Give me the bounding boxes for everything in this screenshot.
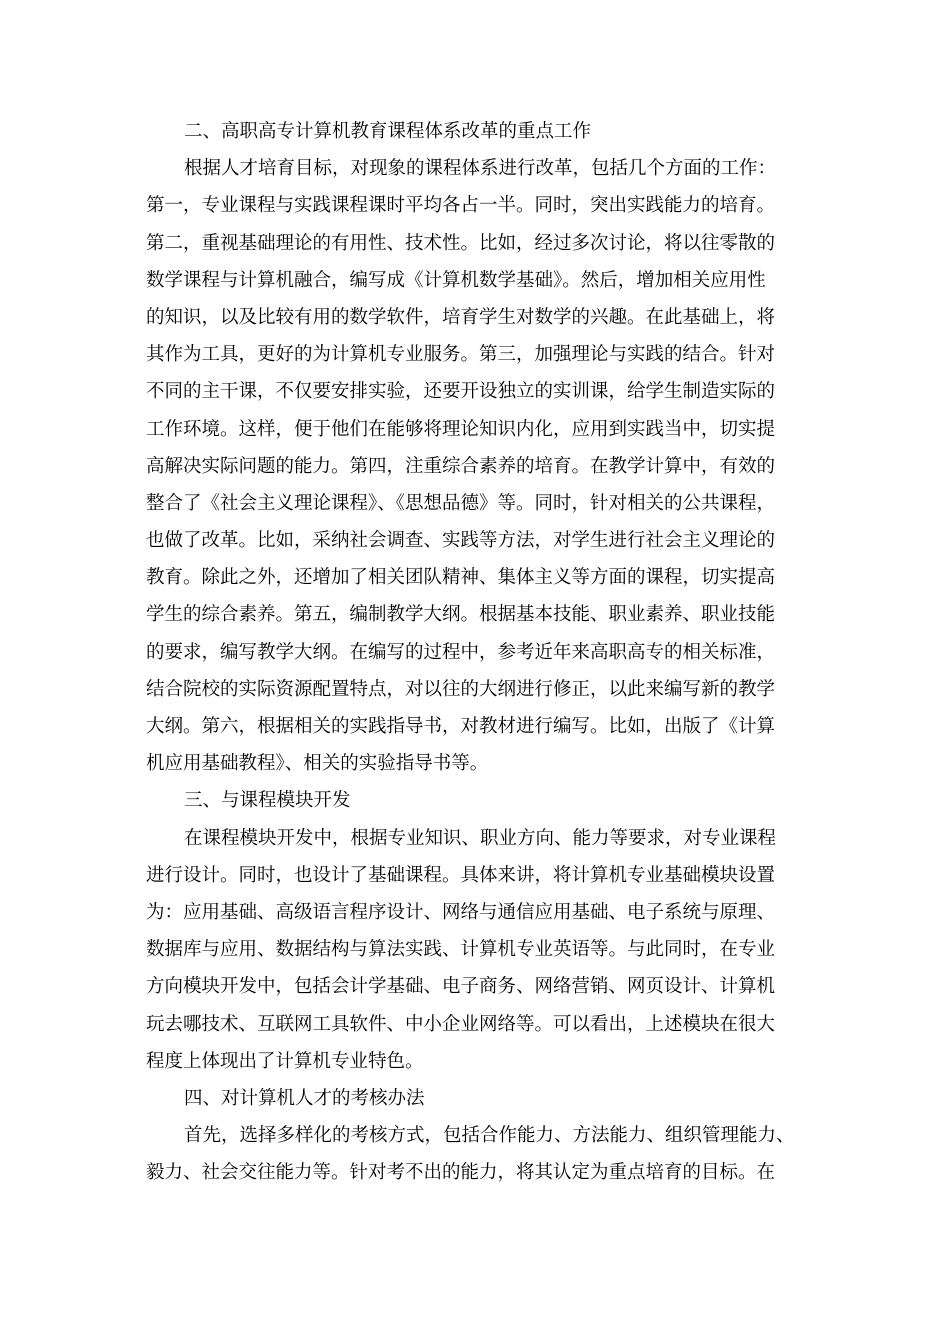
document-page: [146, 113, 818, 1191]
paragraph-line: 其作为工具，更好的为计算机专业服务。第三，加强理论与实践的结合。针对: [146, 344, 776, 366]
paragraph-line: 程度上体现出了计算机专业特色。: [146, 1050, 424, 1072]
paragraph-line: 机应用基础教程》、相关的实验指导书等。: [146, 753, 489, 775]
paragraph-line: 整合了《社会主义理论课程》、《思想品德》等。同时，针对相关的公共课程，: [146, 492, 776, 514]
paragraph-line: 高解决实际问题的能力。第四，注重综合素养的培育。在教学计算中，有效的: [146, 455, 776, 477]
section-heading-4: 四、对计算机人才的考核办法: [184, 1087, 425, 1109]
section-heading-2: 二、高职高专计算机教育课程体系改革的重点工作: [184, 121, 592, 142]
paragraph-line: 的要求，编写教学大纲。在编写的过程中，参考近年来高职高专的相关标准，: [146, 641, 776, 663]
paragraph-line: 玩去哪技术、互联网工具软件、中小企业网络等。可以看出，上述模块在很大: [146, 1013, 776, 1035]
paragraph-line: 第二，重视基础理论的有用性、技术性。比如，经过多次讨论，将以往零散的: [146, 232, 776, 254]
paragraph-line: 结合院校的实际资源配置特点，对以往的大纲进行修正，以此来编写新的教学: [146, 678, 776, 700]
paragraph-line: 进行设计。同时，也设计了基础课程。具体来讲，将计算机专业基础模块设置: [146, 864, 776, 886]
paragraph-line: 数学课程与计算机融合，编写成《计算机数学基础》。然后，增加相关应用性: [146, 269, 766, 291]
paragraph-line: 为：应用基础、高级语言程序设计、网络与通信应用基础、电子系统与原理、: [146, 901, 776, 923]
paragraph-line: 不同的主干课，不仅要安排实验，还要开设独立的实训课，给学生制造实际的: [146, 381, 776, 403]
paragraph-line: 也做了改革。比如，采纳社会调查、实践等方法，对学生进行社会主义理论的: [146, 530, 776, 552]
paragraph-line: 毅力、社会交往能力等。针对考不出的能力，将其认定为重点培育的目标。在: [146, 1162, 776, 1184]
paragraph-line: 学生的综合素养。第五，编制教学大纲。根据基本技能、职业素养、职业技能: [146, 604, 776, 626]
paragraph-line: 的知识，以及比较有用的数学软件，培育学生对数学的兴趣。在此基础上，将: [146, 306, 776, 328]
paragraph-line: 在课程模块开发中，根据专业知识、职业方向、能力等要求，对专业课程: [184, 827, 777, 849]
paragraph-line: 数据库与应用、数据结构与算法实践、计算机专业英语等。与此同时，在专业: [146, 939, 776, 961]
paragraph-line: 首先，选择多样化的考核方式，包括合作能力、方法能力、组织管理能力、: [184, 1125, 795, 1147]
paragraph-line: 工作环境。这样，便于他们在能够将理论知识内化，应用到实践当中，切实提: [146, 418, 776, 440]
paragraph-line: 大纲。第六，根据相关的实践指导书，对教材进行编写。比如，出版了《计算: [146, 716, 776, 737]
section-heading-3: 三、与课程模块开发: [184, 790, 351, 812]
paragraph-line: 教育。除此之外，还增加了相关团队精神、集体主义等方面的课程，切实提高: [146, 567, 776, 589]
paragraph-line: 第一，专业课程与实践课程课时平均各占一半。同时，突出实践能力的培育。: [146, 195, 776, 217]
paragraph-line: 根据人才培育目标，对现象的课程体系进行改革，包括几个方面的工作：: [184, 158, 777, 180]
paragraph-line: 方向模块开发中，包括会计学基础、电子商务、网络营销、网页设计、计算机: [146, 976, 776, 998]
